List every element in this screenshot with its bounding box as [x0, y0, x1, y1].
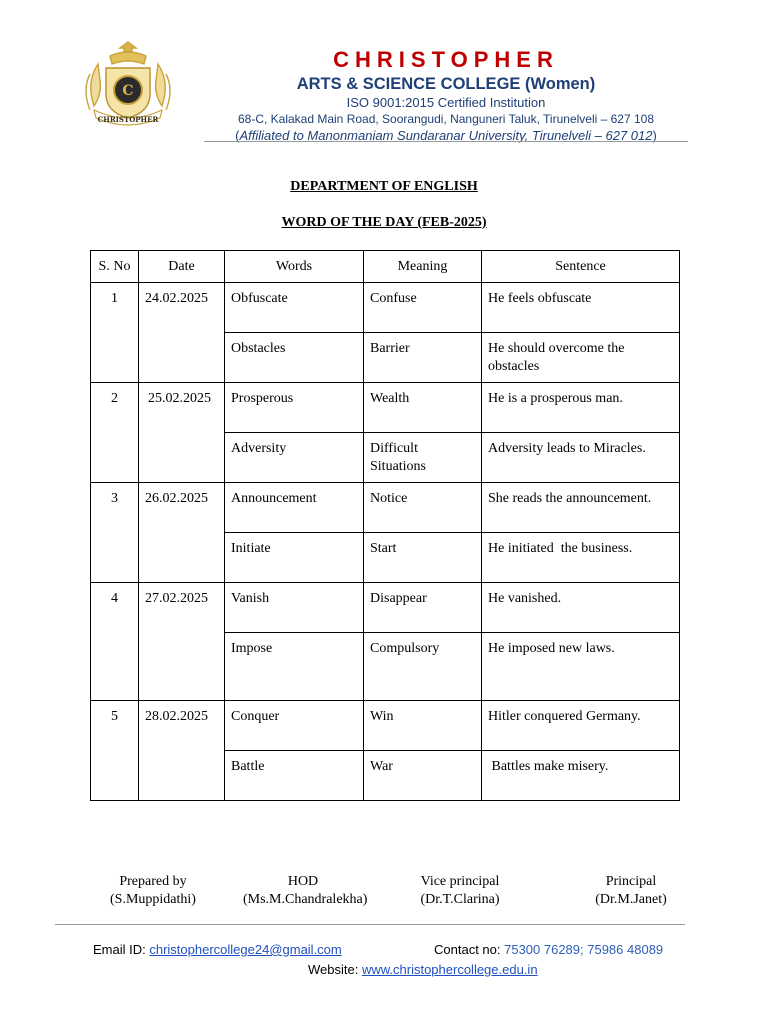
iso-certification: ISO 9001:2015 Certified Institution: [346, 95, 546, 110]
college-affiliation: (Affiliated to Manonmaniam Sundaranar University, Tirunelveli – 627 012): [235, 128, 657, 143]
table-row: [91, 533, 680, 583]
college-header: [196, 48, 696, 144]
header-words: Words: [225, 251, 364, 283]
signature-prepared-by: [95, 873, 211, 909]
department-title: DEPARTMENT OF ENGLISH: [290, 179, 478, 194]
meaning-cell: War: [364, 751, 482, 801]
word-cell: Initiate: [225, 533, 364, 583]
signature-role: HOD: [287, 874, 319, 889]
signature-name: (S.Muppidathi): [110, 892, 196, 907]
sentence-cell: He vanished.: [482, 583, 680, 633]
footer-website: Website: www.christophercollege.edu.in: [308, 962, 538, 977]
word-of-the-day-table: [90, 250, 680, 801]
sentence-cell: He imposed new laws.: [482, 633, 680, 701]
signature-hod: [243, 873, 368, 909]
email-link[interactable]: christophercollege24@gmail.com: [149, 942, 342, 957]
signature-role: Prepared by: [119, 874, 187, 889]
signature-role: Principal: [605, 874, 657, 889]
college-name: CHRISTOPHER: [333, 47, 559, 72]
header-date: Date: [139, 251, 225, 283]
footer-contact: Contact no: 75300 76289; 75986 48089: [434, 942, 664, 957]
sno-cell: 3: [91, 483, 139, 533]
sentence-cell: He is a prosperous man.: [482, 383, 680, 433]
table-row: [91, 583, 680, 633]
table-header-row: [91, 251, 680, 283]
word-cell: Conquer: [225, 701, 364, 751]
meaning-cell: Disappear: [364, 583, 482, 633]
footer-email: Email ID: christophercollege24@gmail.com: [93, 942, 342, 957]
table-row: [91, 433, 680, 483]
sentence-cell: He should overcome the obstacles: [482, 333, 680, 383]
word-cell: Obstacles: [225, 333, 364, 383]
meaning-cell: Difficult Situations: [364, 433, 482, 483]
svg-text:C: C: [122, 83, 134, 99]
sno-cell: 1: [91, 283, 139, 333]
header-meaning: Meaning: [364, 251, 482, 283]
date-cell: 28.02.2025: [139, 701, 225, 751]
college-subtitle: ARTS & SCIENCE COLLEGE (Women): [296, 75, 596, 93]
meaning-cell: Confuse: [364, 283, 482, 333]
sentence-cell: Adversity leads to Miracles.: [482, 433, 680, 483]
date-cell: 24.02.2025: [139, 283, 225, 333]
date-cell: 25.02.2025: [139, 383, 225, 433]
logo-text: CHRISTOPHER: [97, 115, 159, 124]
college-address: 68-C, Kalakad Main Road, Soorangudi, Nanguneri Taluk, Tirunelveli – 627 108: [237, 112, 655, 126]
header-divider: [204, 141, 688, 142]
signature-role: Vice principal: [420, 874, 500, 889]
word-cell: Announcement: [225, 483, 364, 533]
sentence-cell: She reads the announcement.: [482, 483, 680, 533]
header-sentence: Sentence: [482, 251, 680, 283]
table-row: [91, 283, 680, 333]
table-row: [91, 701, 680, 751]
word-cell: Adversity: [225, 433, 364, 483]
word-cell: Prosperous: [225, 383, 364, 433]
college-logo: [80, 34, 176, 134]
table-row: [91, 633, 680, 701]
word-of-the-day-title: WORD OF THE DAY (FEB-2025): [281, 215, 487, 230]
signature-name: (Dr.T.Clarina): [420, 892, 500, 907]
table-row: [91, 483, 680, 533]
word-cell: Obfuscate: [225, 283, 364, 333]
signature-principal: [580, 873, 682, 909]
signature-name: (Dr.M.Janet): [595, 892, 667, 907]
footer-divider: [55, 924, 685, 925]
meaning-cell: Barrier: [364, 333, 482, 383]
contact-numbers: 75300 76289; 75986 48089: [504, 942, 664, 957]
sentence-cell: He initiated the business.: [482, 533, 680, 583]
sentence-cell: Battles make misery.: [482, 751, 680, 801]
meaning-cell: Compulsory: [364, 633, 482, 701]
word-cell: Battle: [225, 751, 364, 801]
meaning-cell: Wealth: [364, 383, 482, 433]
sno-cell: 4: [91, 583, 139, 633]
website-link[interactable]: www.christophercollege.edu.in: [361, 962, 538, 977]
date-cell: 26.02.2025: [139, 483, 225, 533]
sno-cell: 2: [91, 383, 139, 433]
table-row: [91, 751, 680, 801]
table-row: [91, 383, 680, 433]
meaning-cell: Notice: [364, 483, 482, 533]
signature-name: (Ms.M.Chandralekha): [243, 892, 368, 907]
sentence-cell: He feels obfuscate: [482, 283, 680, 333]
signature-vice-principal: [410, 873, 510, 909]
meaning-cell: Start: [364, 533, 482, 583]
word-cell: Vanish: [225, 583, 364, 633]
table-row: [91, 333, 680, 383]
sentence-cell: Hitler conquered Germany.: [482, 701, 680, 751]
word-cell: Impose: [225, 633, 364, 701]
header-sno: S. No: [91, 251, 139, 283]
date-cell: 27.02.2025: [139, 583, 225, 633]
sno-cell: 5: [91, 701, 139, 751]
meaning-cell: Win: [364, 701, 482, 751]
